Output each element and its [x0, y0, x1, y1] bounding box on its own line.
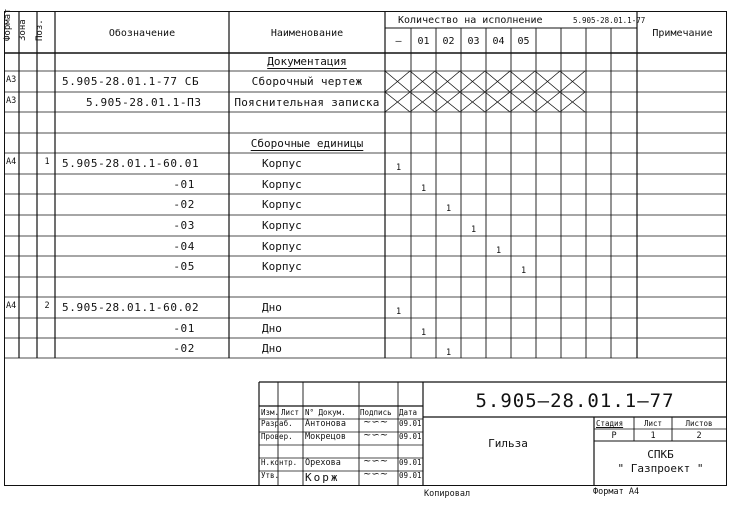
role-date: 09.01	[399, 458, 422, 467]
role-date: 09.01	[399, 432, 422, 441]
row-name: Корпус	[262, 260, 302, 273]
row-quantity: 1	[395, 163, 402, 173]
col-date: Дата	[399, 408, 418, 417]
row-designation: -04	[173, 240, 195, 253]
col-change: Изм.	[261, 408, 280, 417]
row-designation: -02	[173, 342, 195, 355]
footer-copied: Копировал	[424, 489, 471, 499]
header-quantity-doc: 5.905-28.01.1-77	[573, 16, 646, 25]
header-pos: Поз.	[35, 19, 45, 41]
signature-mark: ~∽~	[363, 430, 389, 441]
col-sheet: Лист	[281, 408, 300, 417]
row-name: Дно	[262, 342, 282, 355]
row-quantity: 1	[395, 307, 402, 317]
row-designation: -01	[173, 322, 195, 335]
row-position: 1	[44, 157, 50, 167]
role-person: Корж	[305, 471, 340, 484]
header-variant: —	[395, 36, 402, 47]
row-name: Корпус	[262, 219, 302, 232]
doc-number: 5.905–28.01.1–77	[475, 390, 675, 412]
row-designation: -03	[173, 219, 195, 232]
row-name: Корпус	[262, 240, 302, 253]
row-designation: 5.905-28.01.1-77 СБ	[62, 75, 200, 88]
row-name: Корпус	[262, 178, 302, 191]
role-person: Мокрецов	[305, 432, 346, 442]
header-variant: 03	[467, 36, 480, 47]
header-name: Наименование	[270, 28, 344, 39]
row-format: А4	[6, 301, 17, 311]
row-position: 2	[44, 301, 50, 311]
header-designation: Обозначение	[108, 28, 176, 39]
row-name: Корпус	[262, 198, 302, 211]
sheet-label: Лист	[643, 419, 663, 428]
row-name: Сборочный чертеж	[251, 75, 363, 88]
row-designation: -01	[173, 178, 195, 191]
footer-format: Формат А4	[593, 487, 640, 497]
role-person: Антонова	[305, 419, 346, 429]
header-variant: 02	[442, 36, 455, 47]
row-designation: -02	[173, 198, 195, 211]
row-format: А3	[6, 75, 17, 85]
section-documentation: Документация	[267, 55, 347, 68]
stage-label: Стадия	[596, 419, 624, 428]
row-name: Корпус	[262, 157, 302, 170]
row-name: Дно	[262, 322, 282, 335]
row-quantity: 1	[470, 225, 477, 235]
signature-mark: ~∽~	[363, 456, 389, 467]
row-quantity: 1	[495, 246, 502, 256]
row-quantity: 1	[520, 266, 527, 276]
row-format: А4	[6, 157, 17, 167]
section-assembly-units: Сборочные единицы	[250, 137, 364, 150]
signature-mark: ~∽~	[363, 469, 389, 480]
row-designation: 5.905-28.01.1-60.01	[62, 157, 200, 170]
header-variant: 04	[492, 36, 505, 47]
row-name: Пояснительная записка	[234, 96, 380, 109]
row-designation: -05	[173, 260, 195, 273]
header-variant: 01	[417, 36, 430, 47]
row-name: Дно	[262, 301, 282, 314]
role-label: Н.контр.	[261, 458, 298, 467]
header-zone: Зона	[18, 19, 28, 41]
header-format: Формат	[3, 8, 13, 41]
row-quantity: 1	[445, 204, 452, 214]
role-label: Разраб.	[261, 419, 293, 428]
row-quantity: 1	[420, 184, 427, 194]
role-label: Провер.	[261, 432, 293, 441]
row-designation: 5.905-28.01.1-ПЗ	[86, 96, 202, 109]
header-quantity: Количество на исполнение	[398, 15, 543, 26]
org-name-line1: СПКБ	[647, 448, 674, 461]
header-note: Примечание	[652, 28, 713, 39]
header-variant: 05	[517, 36, 530, 47]
row-quantity: 1	[445, 348, 452, 358]
row-quantity: 1	[420, 328, 427, 338]
sheets-label: Листов	[685, 419, 713, 428]
document-title: Гильза	[488, 437, 528, 450]
signature-mark: ~∽~	[363, 417, 389, 428]
role-label: Утв.	[261, 471, 280, 480]
sheets-value: 2	[696, 431, 702, 441]
stage-value: Р	[611, 431, 617, 441]
sheet-value: 1	[650, 431, 656, 441]
col-sign: Подпись	[360, 408, 392, 417]
col-docno: N° Докум.	[305, 408, 346, 417]
row-format: А3	[6, 96, 17, 106]
role-date: 09.01	[399, 471, 422, 480]
role-person: Орехова	[305, 458, 341, 468]
role-date: 09.01	[399, 419, 422, 428]
row-designation: 5.905-28.01.1-60.02	[62, 301, 200, 314]
org-name-line2: " Газпроект "	[617, 462, 704, 475]
